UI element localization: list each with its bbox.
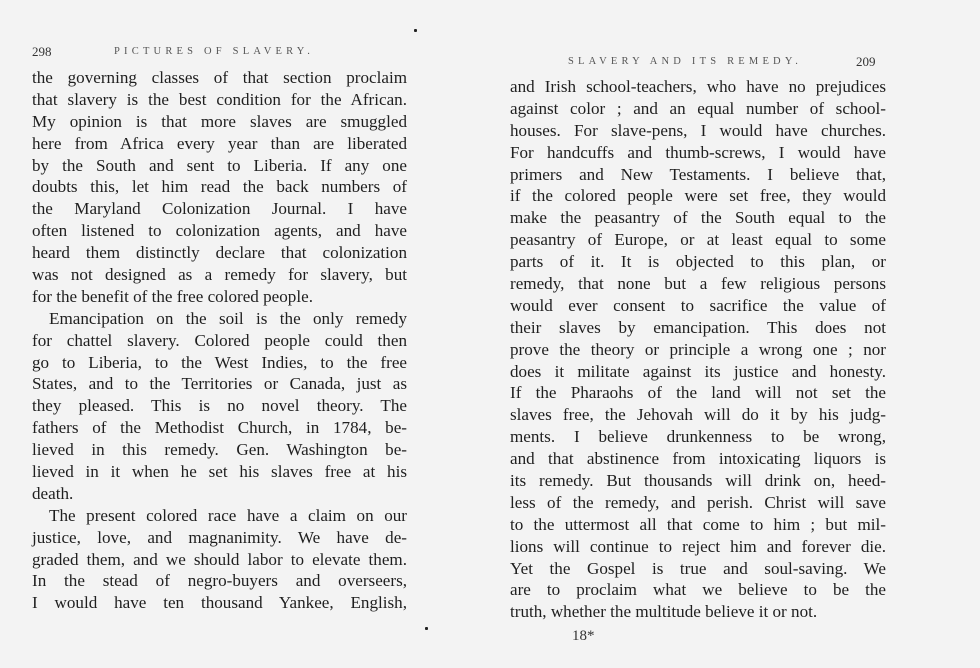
text-line: are to proclaim what we believe to be the [510,580,886,600]
text-line: death. [32,483,74,503]
text-line: The present colored race have a claim on our [49,505,407,525]
text-line: I would have ten thousand Yankee, English, [32,593,407,613]
text-line: prove the theory or principle a wrong one ; nor [510,339,886,359]
text-line: for chattel slavery. Colored people could then [32,330,407,350]
text-line: and Irish school-teachers, who have no prejudices [510,77,886,96]
text-line: Yet the Gospel is true and soul-saving. We [510,558,886,578]
text-line: they pleased. This is no novel theory. The [32,396,407,416]
text-line: fathers of the Methodist Church, in 1784, be- [32,418,407,438]
text-line: lieved in it when he set his slaves free at his [32,462,407,482]
text-line: lieved in this remedy. Gen. Washington be- [32,440,407,460]
text-line: Emancipation on the soil is the only remedy [49,308,407,328]
text-line: often listened to colonization agents, and have [32,221,407,241]
text-line: lions will continue to reject him and forever die. [510,536,886,556]
right-page [490,0,980,668]
text-line: its remedy. But thousands will drink on, heed- [510,471,886,491]
running-head-right: SLAVERY AND ITS REMEDY. [568,56,803,67]
text-line: would ever consent to sacrifice the value of [510,295,886,315]
text-line: graded them, and we should labor to elevate them. [32,549,407,569]
text-line: ments. I believe drunkenness to be wrong, [510,427,886,447]
page-number-left: 298 [32,44,52,59]
text-line: against color ; and an equal number of school- [510,98,886,118]
text-line: the governing classes of that section proclaim [32,68,407,87]
text-line: by the South and sent to Liberia. If any one [32,155,407,175]
text-line: doubts this, let him read the back numbers of [32,177,407,197]
text-line: If the Pharaohs of the land will not set the [510,383,886,403]
text-line: their slaves by emancipation. This does not [510,317,886,337]
scan-speck [425,627,428,630]
page-number-right: 209 [856,54,876,69]
running-head-left: PICTURES OF SLAVERY. [114,46,315,57]
text-line: if the colored people were set free, they would [510,186,886,206]
left-page-body [32,67,407,614]
signature-mark: 18* [572,628,595,644]
text-line: to the uttermost all that come to him ; but mil- [510,514,886,534]
text-line: go to Liberia, to the West Indies, to the free [32,352,407,372]
text-line: the Maryland Colonization Journal. I have [32,199,407,219]
text-line: States, and to the Territories or Canada, just as [32,374,407,394]
right-page-body [510,76,886,623]
text-line: For handcuffs and thumb-screws, I would have [510,142,886,162]
text-line: My opinion is that more slaves are smuggled [32,111,407,131]
text-line: truth, whether the multitude believe it or not. [510,602,818,622]
text-line: that slavery is the best condition for the African. [32,89,407,109]
text-line: houses. For slave-pens, I would have churches. [510,120,886,140]
text-line: less of the remedy, and perish. Christ will save [510,492,886,512]
text-line: remedy, that none but a few religious persons [510,274,886,294]
text-line: and that abstinence from intoxicating liquors is [510,449,886,469]
text-line: parts of it. It is objected to this plan, or [510,252,886,272]
text-line: here from Africa every year than are liberated [32,133,407,153]
text-line: In the stead of negro-buyers and overseers, [32,571,407,591]
text-line: make the peasantry of the South equal to the [510,208,886,228]
text-line: does it militate against its justice and honesty. [510,361,886,381]
text-line: primers and New Testaments. I believe that, [510,164,886,184]
scan-speck [414,29,417,32]
text-line: for the benefit of the free colored people. [32,286,313,306]
text-line: slaves free, the Jehovah will do it by his judg- [510,405,886,425]
text-line: justice, love, and magnanimity. We have de- [32,527,407,547]
text-line: was not designed as a remedy for slavery, but [32,265,407,285]
text-line: heard them distinctly declare that colonization [32,243,407,263]
text-line: peasantry of Europe, or at least equal to some [510,230,886,250]
